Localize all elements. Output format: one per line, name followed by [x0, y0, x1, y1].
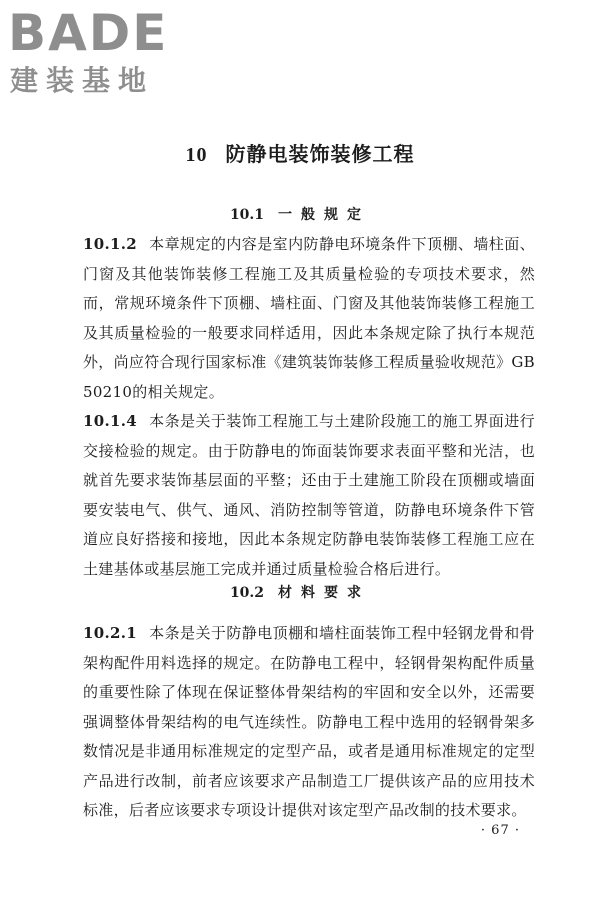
- section-number: 10.1: [229, 207, 265, 223]
- section-number: 10.2: [229, 585, 265, 601]
- section-title: 材料要求: [278, 585, 371, 601]
- bade-logo: [8, 4, 188, 103]
- clause-number: 10.2.1: [83, 624, 137, 642]
- section-title: 一般规定: [278, 207, 371, 223]
- chapter-number: 10: [185, 144, 208, 166]
- logo-wordmark: BADE: [8, 4, 169, 62]
- logo-subtitle: 建装基地: [10, 64, 155, 97]
- page-number: · 67 ·: [480, 823, 520, 838]
- clause-10-2-1: [83, 619, 535, 826]
- clause-10-1-4: [83, 407, 535, 584]
- clause-text: 本条是关于防静电顶棚和墙柱面装饰工程中轻钢龙骨和骨架构配件用料选择的规定。在防静电工程中，轻钢骨架构配件质量的重要性除了体现在保证整体骨架结构的牢固和安全以外，还需要强调整体骨架结构的电气连续性。防静电工程中选用的轻钢骨架多数情况是非通用标准规定的定型产品，或者是通用标准规定的定型产品进行改制，前者应该要求产品制造工厂提供该产品的应用技术标准，后者应该要求专项设计提供对该定型产品改制的技术要求。: [83, 624, 535, 819]
- clause-10-1-2: [83, 230, 535, 407]
- clause-text: 本章规定的内容是室内防静电环境条件下顶棚、墙柱面、门窗及其他装饰装修工程施工及其质量检验的专项技术要求，然而，常规环境条件下顶棚、墙柱面、门窗及其他装饰装修工程施工及其质量检验的一般要求同样适用，因此本条规定除了执行本规范外，尚应符合现行国家标准《建筑装饰装修工程质量验收规范》GB 50210的相关规定。: [83, 235, 536, 401]
- section-heading-10-1: [0, 205, 600, 225]
- chapter-title: [0, 140, 600, 169]
- clause-number: 10.1.4: [83, 412, 137, 430]
- chapter-title-text: 防静电装饰装修工程: [225, 142, 415, 166]
- section-heading-10-2: [0, 583, 600, 603]
- clause-number: 10.1.2: [83, 235, 137, 253]
- clause-text: 本条是关于装饰工程施工与土建阶段施工的施工界面进行交接检验的规定。由于防静电的饰面装饰要求表面平整和光洁，也就首先要求装饰基层面的平整；还由于土建施工阶段在顶棚或墙面要安装电气、供气、通风、消防控制等管道，防静电环境条件下管道应良好搭接和接地，因此本条规定防静电装饰装修工程施工应在土建基体或基层施工完成并通过质量检验合格后进行。: [83, 412, 535, 578]
